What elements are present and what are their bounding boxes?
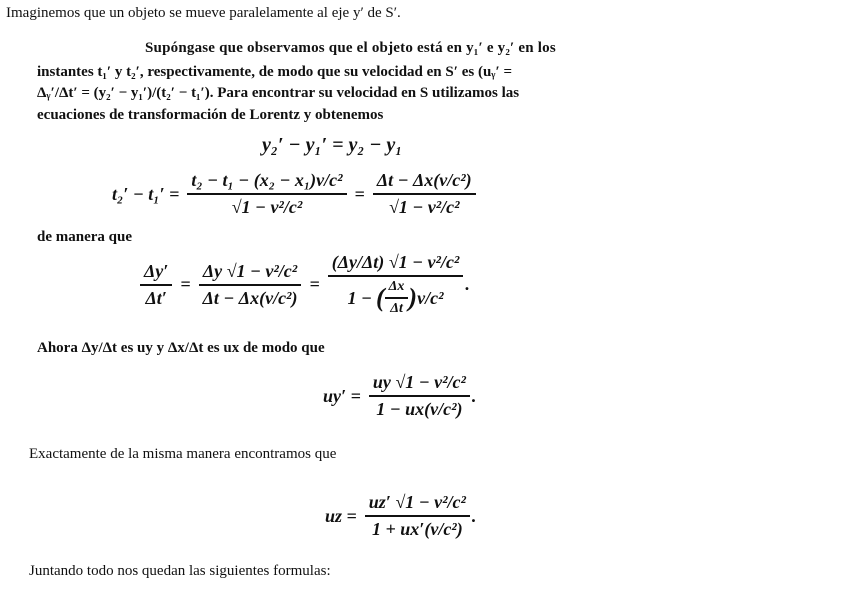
- juntando-text: Juntando todo nos quedan las siguientes formulas:: [29, 563, 331, 579]
- eq3-inner-numerator: Δx: [388, 279, 405, 294]
- eq3-lhs-numerator: Δy′: [144, 260, 169, 281]
- equation-uz: uz = $\frac{\text{uz′ √1 − v²/c²}}{\text{1 + ux′(v/c²)}}$ .: [325, 492, 477, 539]
- eq3-rhs-denominator: 1 − ( $\frac{\Delta x}{\Delta t}$ ) v/c²: [347, 279, 444, 316]
- eq3-equals-1: =: [180, 274, 191, 294]
- eq3-fraction-mid: [199, 261, 302, 309]
- eq2-fraction-2: [373, 170, 476, 218]
- eq4-fraction: [369, 372, 470, 420]
- eq3-rhs-numerator: (Δy/Δt) √1 − v²/c²: [331, 252, 460, 272]
- eq2-denominator-2: √1 − v²/c²: [388, 197, 460, 217]
- paragraph-line-2: instantes t₁′ y t₂′, respectivamente, de modo que su velocidad en S′ es (uᵧ′ =: [37, 64, 513, 80]
- eq2-equals: =: [354, 183, 365, 204]
- paragraph-line-3: Δᵧ′/Δt′ = (y₂′ − y₁′)/(t₂′ − t₁′). Para encontrar su velocidad en S utilizamos las: [37, 85, 520, 101]
- eq2-numerator-1: t₂ − t₁ − (x₂ − x₁)v/c²: [191, 170, 343, 190]
- paragraph-line-4: ecuaciones de transformación de Lorentz y obtenemos: [37, 107, 384, 123]
- eq3-rhs-den-b: v/c²: [417, 287, 444, 308]
- de-manera-text: de manera que: [37, 229, 132, 245]
- eq3-fraction-lhs: [140, 261, 172, 309]
- eq2-fraction-1: [187, 170, 346, 218]
- eq3-rhs-den-a: 1 −: [347, 287, 372, 308]
- intro-text: Imaginemos que un objeto se mueve paralelamente al eje y′ de S′.: [6, 5, 401, 21]
- eq3-mid-denominator: Δt − Δx(v/c²): [202, 287, 298, 308]
- eq5-fraction: [365, 492, 470, 540]
- eq4-numerator: uy √1 − v²/c²: [372, 372, 466, 392]
- eq5-numerator: uz′ √1 − v²/c²: [368, 492, 466, 512]
- ahora-text: Ahora Δy/Δt es uy y Δx/Δt es ux de modo que: [37, 340, 325, 356]
- paragraph-line-1: Supóngase que observamos que el objeto está en y₁′ e y₂′ en los: [145, 40, 556, 56]
- eq3-equals-2: =: [309, 274, 320, 294]
- eq4-lhs: uy′ =: [323, 385, 361, 406]
- eq3-inner-fraction: [385, 279, 409, 317]
- eq3-fraction-rhs: [328, 252, 464, 317]
- eq5-denominator: 1 + ux′(v/c²): [372, 519, 463, 539]
- equation-t-difference: [112, 170, 476, 218]
- eq5-lhs: uz =: [325, 505, 357, 526]
- eq4-denominator: 1 − ux(v/c²): [376, 399, 463, 419]
- eq2-denominator-1: √1 − v²/c²: [231, 197, 303, 217]
- eq3-lhs-denominator: Δt′: [145, 287, 167, 308]
- eq3-mid-numerator: Δy √1 − v²/c²: [202, 260, 298, 281]
- equation-uy-prime: uy′ = $\frac{\text{uy √1 − v²/c²}}{\text{1 − ux(v/c²)}}$ .: [323, 372, 477, 419]
- eq2-numerator-2: Δt − Δx(v/c²): [376, 170, 472, 190]
- eq3-inner-denominator: Δt: [390, 301, 403, 316]
- exact-text: Exactamente de la misma manera encontramos que: [29, 446, 337, 462]
- eq2-lhs: t₂′ − t₁′ =: [112, 183, 180, 204]
- equation-dy-dt: $\frac{\Delta y'}{\Delta t'}$ = $\frac{\text{Δy √1 − v²/c²}}{\text{Δt − Δx(v/c²)}}$ = (Δy/Δt) √1 − v²/c² 1 − ( $\frac{\Delta x}{\Delta t}$ ) v/c² .: [140, 252, 470, 317]
- equation-y-difference: y₂′ − y₁′ = y₂ − y₁: [262, 134, 403, 156]
